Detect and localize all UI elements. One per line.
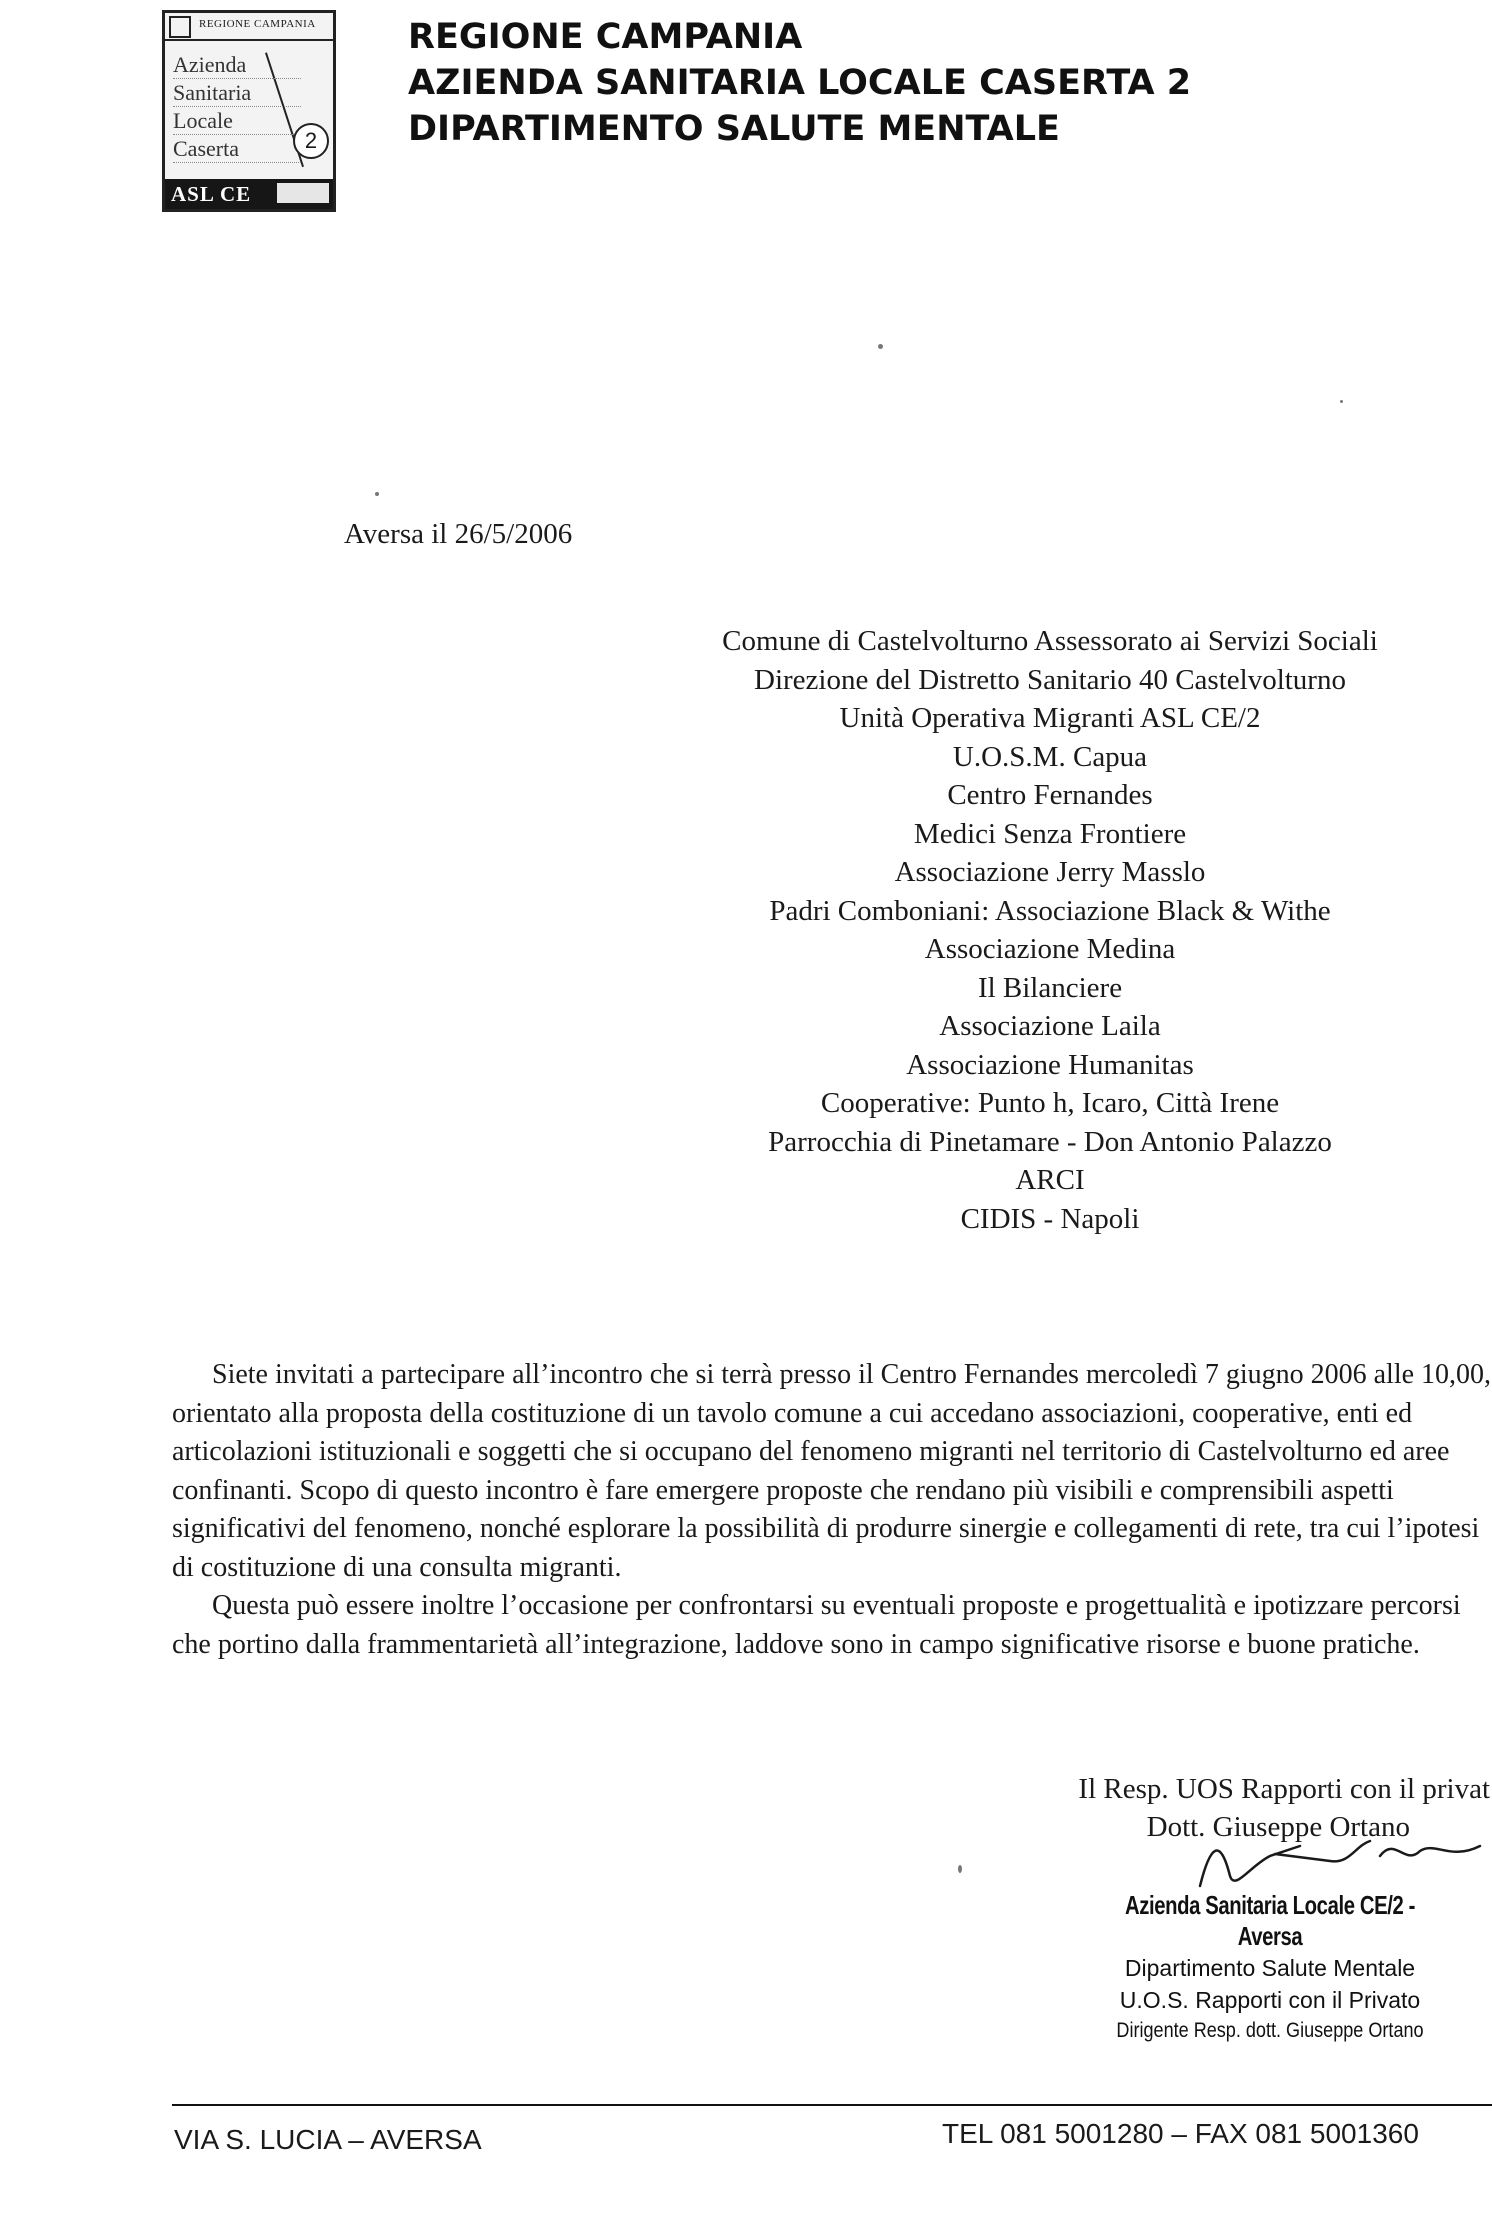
recipient: CIDIS - Napoli <box>960 1202 1140 1235</box>
handwritten-signature <box>1180 1826 1492 1896</box>
stamp-line: Dipartimento Salute Mentale <box>1124 1955 1416 1981</box>
scan-speck <box>958 1865 962 1873</box>
scan-speck <box>878 344 883 349</box>
recipient: Il Bilanciere <box>977 971 1123 1004</box>
logo-white-box <box>277 183 329 203</box>
recipient: Parrocchia di Pinetamare - Don Antonio Palazzo <box>768 1125 1332 1158</box>
recipient: Associazione Jerry Masslo <box>894 856 1206 888</box>
recipient: Associazione Medina <box>924 933 1176 965</box>
asl-logo <box>162 10 336 212</box>
logo-words <box>173 51 301 163</box>
recipient: Padri Comboniani: Associazione Black & Withe <box>769 894 1331 927</box>
recipients-list <box>640 622 1460 1238</box>
scan-speck <box>375 492 379 496</box>
logo-word: Sanitaria <box>173 79 301 107</box>
recipient: Associazione Laila <box>939 1010 1161 1042</box>
footer-divider <box>172 2104 1492 2106</box>
logo-word: Azienda <box>173 51 301 79</box>
letterhead <box>408 14 1191 152</box>
recipient: Cooperative: Punto h, Icaro, Città Irene <box>820 1087 1280 1119</box>
recipient: Unità Operativa Migranti ASL CE/2 <box>839 702 1261 734</box>
letter-body <box>172 1356 1492 1664</box>
recipient: Medici Senza Frontiere <box>913 817 1187 850</box>
logo-top-bar <box>165 13 333 41</box>
logo-word: Locale <box>173 107 301 135</box>
body-paragraph-1: Siete invitati a partecipare all’incontro che si terrà presso il Centro Fernandes mercoledì 7 giugno 2006 alle 10,00, orientato alla proposta della costituzione di un tavolo comune a cui accedano associazioni, cooperative, enti ed articolazioni istituzionali e soggetti che si occupano del fenomeno migranti nel territorio di Castelvolturno ed aree confinanti. Scopo di questo incontro è fare emergere proposte che rendano più visibili e comprensibili aspetti significativi del fenomeno, nonché esplorare la possibilità di produrre sinergie e collegamenti di rete, tra cui l’ipotesi di costituzione di una consulta migranti. <box>172 1359 1492 1583</box>
logo-abbrev: ASL CE <box>171 182 252 206</box>
footer-address: VIA S. LUCIA – AVERSA <box>174 2124 482 2155</box>
logo-region-text: REGIONE CAMPANIA <box>199 18 316 30</box>
stamp-line: Dirigente Resp. dott. Giuseppe Ortano <box>1116 2019 1424 2042</box>
stamp-line: Azienda Sanitaria Locale CE/2 - Aversa <box>1125 1890 1415 1951</box>
signature-role: Il Resp. UOS Rapporti con il privat <box>1078 1773 1490 1805</box>
letterhead-region: REGIONE CAMPANIA <box>408 17 803 57</box>
recipient: ARCI <box>1015 1164 1085 1196</box>
recipient: Centro Fernandes <box>947 779 1153 811</box>
logo-bottom-bar <box>165 179 333 209</box>
official-stamp <box>1080 1890 1460 2046</box>
scan-speck <box>1340 400 1343 403</box>
letter-date: Aversa il 26/5/2006 <box>344 518 573 550</box>
recipient: Associazione Humanitas <box>906 1048 1194 1081</box>
logo-number: 2 <box>293 123 329 159</box>
stamp-line: U.O.S. Rapporti con il Privato <box>1119 1987 1421 2013</box>
body-paragraph-2: Questa può essere inoltre l’occasione per confrontarsi su eventuali proposte e progettualità e ipotizzare percorsi che portino dalla frammentarietà all’integrazione, laddove sono in campo significative risorse e buone pratiche. <box>172 1590 1461 1660</box>
recipient: Direzione del Distretto Sanitario 40 Castelvolturno <box>754 663 1346 696</box>
recipient: U.O.S.M. Capua <box>952 740 1148 773</box>
recipient: Comune di Castelvolturno Assessorato ai Servizi Sociali <box>722 625 1378 657</box>
letterhead-azienda: AZIENDA SANITARIA LOCALE CASERTA 2 <box>408 63 1192 103</box>
letterhead-department: DIPARTIMENTO SALUTE MENTALE <box>408 109 1060 149</box>
logo-square-icon <box>169 16 191 38</box>
logo-word: Caserta <box>173 135 301 163</box>
footer-contacts: TEL 081 5001280 – FAX 081 5001360 <box>942 2118 1419 2149</box>
signature-name: Dott. Giuseppe Ortano <box>1146 1811 1410 1843</box>
